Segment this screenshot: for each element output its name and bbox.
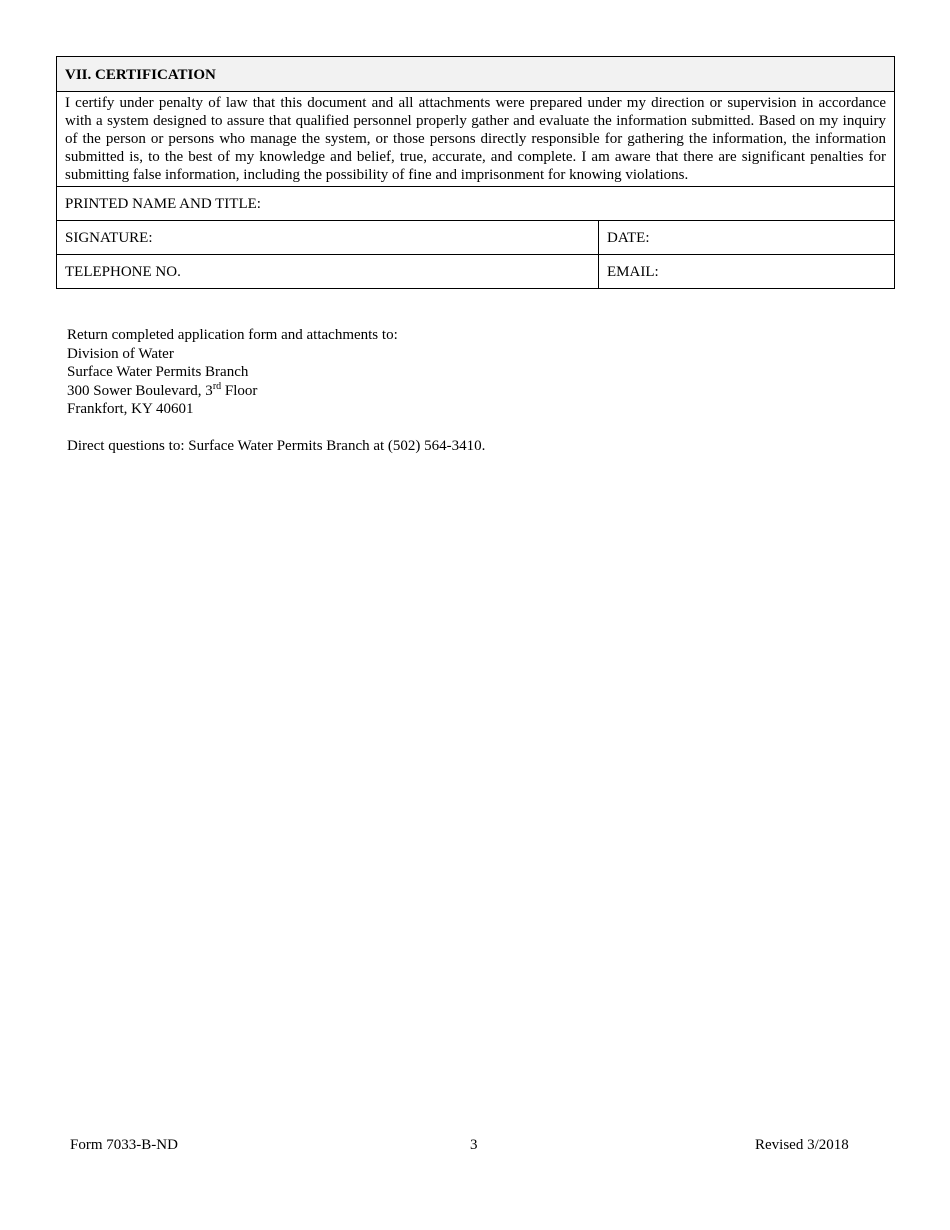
form-number: Form 7033-B-ND <box>70 1137 178 1153</box>
page-number: 3 <box>470 1137 478 1153</box>
questions-contact: Direct questions to: Surface Water Permits Branch at (502) 564-3410. <box>67 438 486 454</box>
printed-name-field[interactable]: PRINTED NAME AND TITLE: <box>57 187 895 221</box>
address-line-3-floor: Floor <box>221 382 258 399</box>
revision-date: Revised 3/2018 <box>755 1137 849 1153</box>
return-address-block <box>67 326 398 419</box>
email-field[interactable]: EMAIL: <box>599 255 895 289</box>
telephone-field[interactable]: TELEPHONE NO. <box>57 255 599 289</box>
address-line-3-street: 300 Sower Boulevard, 3 <box>67 382 213 399</box>
address-line-3-ordinal: rd <box>212 380 222 392</box>
address-line-3 <box>67 382 398 401</box>
address-line-4: Frankfort, KY 40601 <box>67 401 194 418</box>
date-field[interactable]: DATE: <box>599 221 895 255</box>
return-intro: Return completed application form and attachments to: <box>67 327 398 343</box>
section-title: VII. CERTIFICATION <box>57 57 895 92</box>
address-line-2: Surface Water Permits Branch <box>67 364 249 381</box>
certification-statement: I certify under penalty of law that this document and all attachments were prepared under my direction or supervision in accordance with a system designed to assure that qualified personnel properly gather and evaluate the information submitted. Based on my inquiry of the person or persons who manage the system, or those persons directly responsible for gathering the information, the information submitted is, to the best of my knowledge and belief, true, accurate, and complete. I am aware that there are significant penalties for submitting false information, including the possibility of fine and imprisonment for knowing violations. <box>57 92 895 187</box>
signature-field[interactable]: SIGNATURE: <box>57 221 599 255</box>
certification-table <box>56 56 895 289</box>
address-line-1: Division of Water <box>67 345 174 362</box>
